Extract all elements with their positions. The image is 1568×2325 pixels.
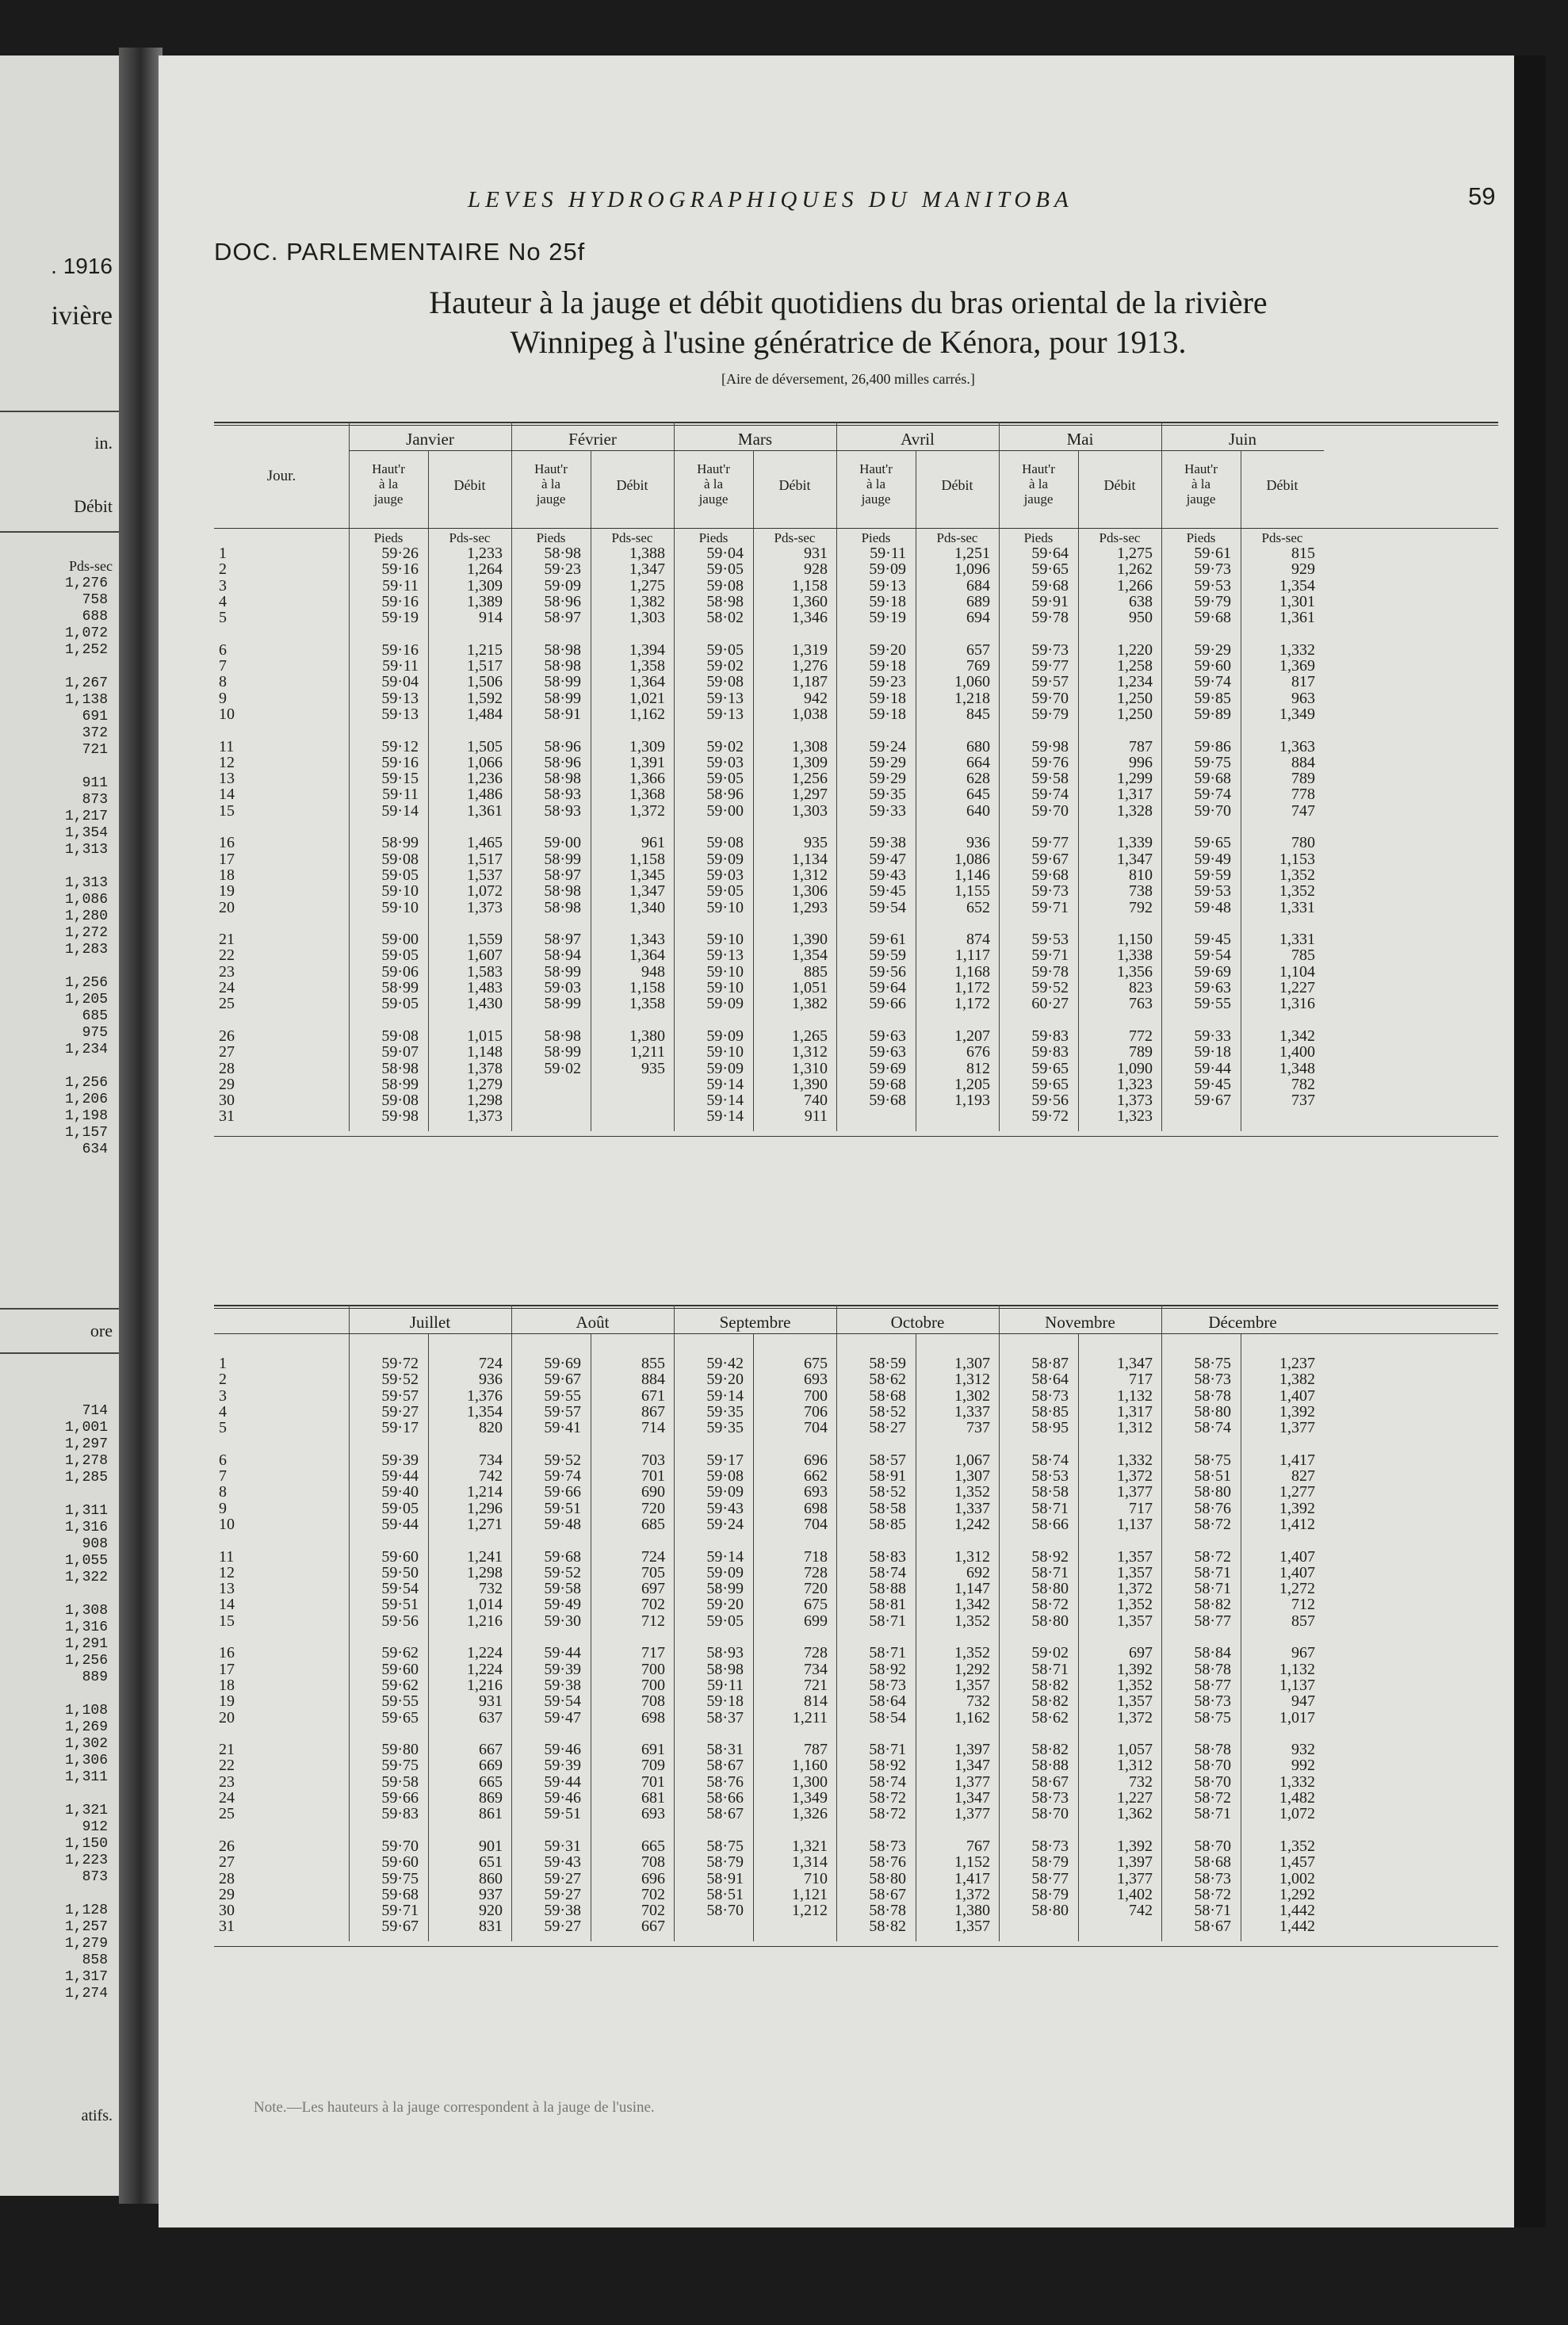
month-rule	[349, 450, 511, 451]
unit-feet: Pieds	[536, 530, 566, 545]
table-title-line-2: Winnipeg à l'usine génératrice de Kénora, pour 1913.	[510, 324, 1187, 360]
doc-reference: DOC. PARLEMENTAIRE No 25f	[214, 238, 586, 266]
flow-header: Débit	[616, 477, 648, 493]
prev-rule	[0, 1308, 119, 1310]
gauge-header: Haut'r à la jauge	[1184, 461, 1218, 507]
day-column: 1 2 3 4 5 6 7 8 9 10 11 12 13 14 15 16 17 18 19 20 21 22 23 24 25 26 27 28 29 30 31	[219, 545, 235, 1126]
unit-cfs: Pds-sec	[1099, 530, 1141, 545]
unit-feet: Pieds	[373, 530, 403, 545]
flow-column: 1,275 1,262 1,266 638 950 1,220 1,258 1,234 1,250 1,250 787 996 1,299 1,317 1,328 1,339 1,347 810 738 792 1,150 1,338 1,356 823 763 772 789 1,090 1,323 1,373 1,323	[1117, 545, 1153, 1126]
flow-column: 675 693 700 706 704 696 662 693 698 704 718 728 720 675 699 728 734 721 814 1,211 787 1,160 1,300 1,349 1,326 1,321 1,314 710 1,121 1,212	[792, 1355, 828, 1920]
unit-cfs: Pds-sec	[936, 530, 978, 545]
unit-cfs: Pds-sec	[449, 530, 491, 545]
gauge-column: 59·42 59·20 59·14 59·35 59·35 59·17 59·08 59·09 59·43 59·24 59·14 59·09 58·99 59·20 59·05 58·93 58·98 59·11 59·18 58·37 58·31 58·67 58·76 58·66 58·67 58·75 58·79 58·91 58·51 58·70	[706, 1355, 744, 1920]
month-header: Septembre	[719, 1313, 791, 1332]
flow-column: 1,307 1,312 1,302 1,337 737 1,067 1,307 1,352 1,337 1,242 1,312 692 1,147 1,342 1,352 1,352 1,292 1,357 732 1,162 1,397 1,347 1,377 1,347 1,377 767 1,152 1,417 1,372 1,380 1,357	[954, 1355, 990, 1936]
page-number: 59	[1468, 182, 1496, 210]
unit-cfs: Pds-sec	[774, 530, 816, 545]
month-header: Février	[568, 430, 617, 449]
gauge-column: 59·04 59·05 59·08 58·98 58·02 59·05 59·02 59·08 59·13 59·13 59·02 59·03 59·05 58·96 59·00 59·08 59·09 59·03 59·05 59·10 59·10 59·13 59·10 59·10 59·09 59·09 59·10 59·09 59·14 59·14 59·14	[706, 545, 744, 1126]
month-rule	[674, 450, 836, 451]
flow-column: 1,233 1,264 1,309 1,389 914 1,215 1,517 1,506 1,592 1,484 1,505 1,066 1,236 1,486 1,361 1,465 1,517 1,537 1,072 1,373 1,559 1,607 1,583 1,483 1,430 1,015 1,148 1,378 1,279 1,298 1,373	[467, 545, 503, 1126]
month-header: Mai	[1066, 430, 1094, 449]
month-header: Juin	[1228, 430, 1256, 449]
table-top-rule	[214, 1305, 1498, 1306]
prev-debit-label: Débit	[74, 496, 113, 516]
table-bottom-rule	[214, 1136, 1498, 1137]
prev-title-fragment: ivière	[51, 301, 113, 331]
unit-feet: Pieds	[1186, 530, 1216, 545]
flow-column: 931 928 1,158 1,360 1,346 1,319 1,276 1,187 942 1,038 1,308 1,309 1,256 1,297 1,303 935 1,134 1,312 1,306 1,293 1,390 1,354 885 1,051 1,382 1,265 1,312 1,310 1,390 740 911	[792, 545, 828, 1126]
month-rule	[1161, 450, 1324, 451]
flow-column: 1,237 1,382 1,407 1,392 1,377 1,417 827 1,277 1,392 1,412 1,407 1,407 1,272 712 857 967 1,132 1,137 947 1,017 932 992 1,332 1,482 1,072 1,352 1,457 1,002 1,292 1,442 1,442	[1279, 1355, 1315, 1936]
month-header: Novembre	[1045, 1313, 1115, 1332]
month-header: Avril	[901, 430, 935, 449]
flow-column: 1,388 1,347 1,275 1,382 1,303 1,394 1,358 1,364 1,021 1,162 1,309 1,391 1,366 1,368 1,372 961 1,158 1,345 1,347 1,340 1,343 1,364 948 1,158 1,358 1,380 1,211 935	[629, 545, 665, 1077]
running-title: LEVES HYDROGRAPHIQUES DU MANITOBA	[468, 187, 1073, 212]
gauge-column: 59·61 59·73 59·53 59·79 59·68 59·29 59·60 59·74 59·85 59·89 59·86 59·75 59·68 59·74 59·70 59·65 59·49 59·59 59·53 59·48 59·45 59·54 59·69 59·63 59·55 59·33 59·18 59·44 59·45 59·67	[1194, 545, 1231, 1110]
book-gutter	[119, 48, 163, 2204]
flow-column: 815 929 1,354 1,301 1,361 1,332 1,369 817 963 1,349 1,363 884 789 778 747 780 1,153 1,352 1,352 1,331 1,331 785 1,104 1,227 1,316 1,342 1,400 1,348 782 737	[1279, 545, 1315, 1110]
prev-rule	[0, 411, 119, 412]
table-bottom-rule	[214, 1946, 1498, 1947]
flow-column: 1,347 717 1,132 1,317 1,312 1,332 1,372 1,377 717 1,137 1,357 1,357 1,372 1,352 1,357 697 1,392 1,352 1,357 1,372 1,057 1,312 732 1,227 1,362 1,392 1,397 1,377 1,402 742	[1117, 1355, 1153, 1920]
prev-rule	[0, 1352, 119, 1354]
month-header: Août	[576, 1313, 610, 1332]
month-header: Mars	[737, 430, 773, 449]
header-rule	[214, 528, 1498, 529]
drainage-area: [Aire de déversement, 26,400 milles carrés.]	[721, 371, 975, 387]
jour-header: Jour.	[266, 468, 296, 484]
table-top-rule	[214, 1308, 1498, 1309]
month-header: Décembre	[1208, 1313, 1277, 1332]
prev-flow-column-bottom: 714 1,001 1,297 1,278 1,285 1,311 1,316 908 1,055 1,322 1,308 1,316 1,291 1,256 889 1,108 1,269 1,302 1,306 1,311 1,321 912 1,150 1,223 873 1,128 1,257 1,279 858 1,317 1,274	[64, 1403, 108, 2002]
flow-header: Débit	[453, 477, 486, 493]
table-title-line-1: Hauteur à la jauge et débit quotidiens du bras oriental de la rivière	[429, 285, 1268, 320]
gauge-column: 59·72 59·52 59·57 59·27 59·17 59·39 59·44 59·40 59·05 59·44 59·60 59·50 59·54 59·51 59·56 59·62 59·60 59·62 59·55 59·65 59·80 59·75 59·58 59·66 59·83 59·70 59·60 59·75 59·68 59·71 59·67	[381, 1355, 419, 1936]
table-top-rule	[214, 425, 1498, 426]
unit-feet: Pieds	[1023, 530, 1054, 545]
month-rule	[999, 450, 1161, 451]
unit-feet: Pieds	[698, 530, 729, 545]
month-rule	[511, 450, 674, 451]
flow-header: Débit	[941, 477, 973, 493]
previous-page-strip	[0, 55, 119, 2196]
prev-column-fragment: ore	[90, 1321, 113, 1340]
month-rule	[836, 450, 999, 451]
month-header: Juillet	[409, 1313, 451, 1332]
gauge-header: Haut'r à la jauge	[372, 461, 405, 507]
unit-feet: Pieds	[861, 530, 891, 545]
gauge-column: 59·11 59·09 59·13 59·18 59·19 59·20 59·18 59·23 59·18 59·18 59·24 59·29 59·29 59·35 59·33 59·38 59·47 59·43 59·45 59·54 59·61 59·59 59·56 59·64 59·66 59·63 59·63 59·69 59·68 59·68	[869, 545, 906, 1110]
flow-column: 855 884 671 867 714 703 701 690 720 685 724 705 697 702 712 717 700 700 708 698 691 709 701 681 693 665 708 696 702 702 667	[641, 1355, 665, 1936]
month-header: Janvier	[406, 430, 454, 449]
gauge-header: Haut'r à la jauge	[1022, 461, 1055, 507]
gauge-column: 58·87 58·64 58·73 58·85 58·95 58·74 58·53 58·58 58·71 58·66 58·92 58·71 58·80 58·72 58·80 59·02 58·71 58·82 58·82 58·62 58·82 58·88 58·67 58·73 58·70 58·73 58·79 58·77 58·79 58·80	[1031, 1355, 1069, 1920]
table-top-rule	[214, 422, 1498, 423]
unit-cfs: Pds-sec	[611, 530, 653, 545]
flow-header: Débit	[778, 477, 811, 493]
flow-column: 724 936 1,376 1,354 820 734 742 1,214 1,296 1,271 1,241 1,298 732 1,014 1,216 1,224 1,224 1,216 931 637 667 669 665 869 861 901 651 860 937 920 831	[467, 1355, 503, 1936]
gauge-column: 59·64 59·65 59·68 59·91 59·78 59·73 59·77 59·57 59·70 59·79 59·98 59·76 59·58 59·74 59·70 59·77 59·67 59·68 59·73 59·71 59·53 59·71 59·78 59·52 60·27 59·83 59·83 59·65 59·65 59·56 59·72	[1031, 545, 1069, 1126]
header-rule	[214, 1333, 1498, 1334]
prev-rule	[0, 531, 119, 533]
prev-flow-column-top: 1,276 758 688 1,072 1,252 1,267 1,138 691 372 721 911 873 1,217 1,354 1,313 1,313 1,086 1,280 1,272 1,283 1,256 1,205 685 975 1,234 1,256 1,206 1,198 1,157 634	[64, 576, 108, 1157]
flow-header: Débit	[1266, 477, 1298, 493]
gauge-header: Haut'r à la jauge	[697, 461, 730, 507]
prev-column-fragment: in.	[94, 433, 113, 453]
page-edge-shadow	[1514, 55, 1546, 2227]
gauge-column: 58·59 58·62 58·68 58·52 58·27 58·57 58·91 58·52 58·58 58·85 58·83 58·74 58·88 58·81 58·71 58·71 58·92 58·73 58·64 58·54 58·71 58·92 58·74 58·72 58·72 58·73 58·76 58·80 58·67 58·78 58·82	[869, 1355, 906, 1936]
document-page	[159, 55, 1514, 2227]
day-column: 1 2 3 4 5 6 7 8 9 10 11 12 13 14 15 16 17 18 19 20 21 22 23 24 25 26 27 28 29 30 31	[219, 1355, 235, 1936]
prev-unit-label: Pds-sec	[69, 558, 113, 574]
month-header: Octobre	[890, 1313, 945, 1332]
footnote: Note.—Les hauteurs à la jauge correspondent à la jauge de l'usine.	[254, 2099, 655, 2116]
gauge-header: Haut'r à la jauge	[859, 461, 893, 507]
gauge-column: 58·75 58·73 58·78 58·80 58·74 58·75 58·51 58·80 58·76 58·72 58·72 58·71 58·71 58·82 58·77 58·84 58·78 58·77 58·73 58·75 58·78 58·70 58·70 58·72 58·71 58·70 58·68 58·73 58·72 58·71 58·67	[1194, 1355, 1231, 1936]
flow-header: Débit	[1103, 477, 1136, 493]
unit-cfs: Pds-sec	[1261, 530, 1303, 545]
flow-column: 1,251 1,096 684 689 694 657 769 1,060 1,218 845 680 664 628 645 640 936 1,086 1,146 1,155 652 874 1,117 1,168 1,172 1,172 1,207 676 812 1,205 1,193	[954, 545, 990, 1110]
prev-footnote-fragment: atifs.	[81, 2107, 113, 2124]
gauge-column: 59·69 59·67 59·55 59·57 59·41 59·52 59·74 59·66 59·51 59·48 59·68 59·52 59·58 59·49 59·30 59·44 59·39 59·38 59·54 59·47 59·46 59·39 59·44 59·46 59·51 59·31 59·43 59·27 59·27 59·38 59·27	[544, 1355, 581, 1936]
gauge-header: Haut'r à la jauge	[534, 461, 568, 507]
gauge-column: 58·98 59·23 59·09 58·96 58·97 58·98 58·98 58·99 58·99 58·91 58·96 58·96 58·98 58·93 58·93 59·00 58·99 58·97 58·98 58·98 58·97 58·94 58·99 59·03 58·99 58·98 58·99 59·02	[544, 545, 581, 1077]
prev-year: . 1916	[51, 254, 113, 278]
gauge-column: 59·26 59·16 59·11 59·16 59·19 59·16 59·11 59·04 59·13 59·13 59·12 59·16 59·15 59·11 59·14 58·99 59·08 59·05 59·10 59·10 59·00 59·05 59·06 58·99 59·05 59·08 59·07 58·98 58·99 59·08 59·98	[381, 545, 419, 1126]
